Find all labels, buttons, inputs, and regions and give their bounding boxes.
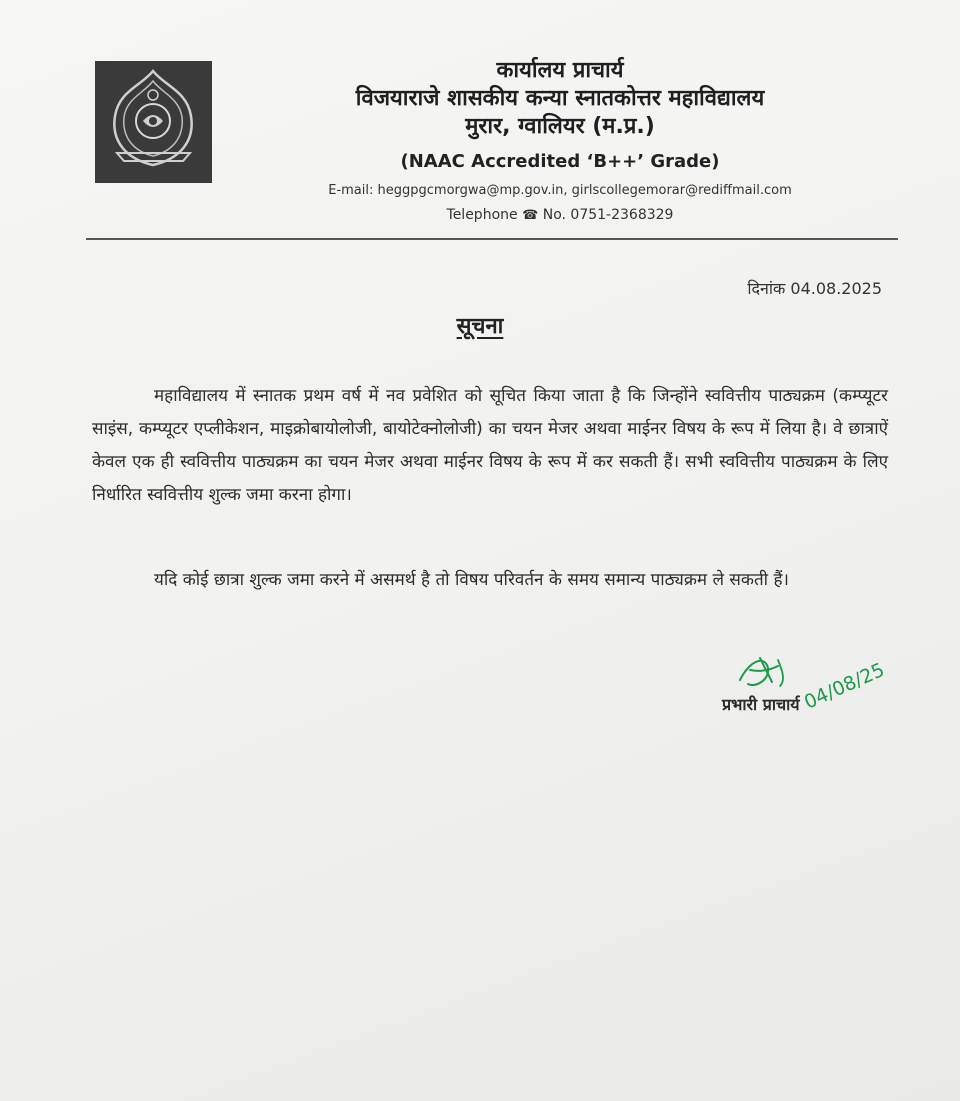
telephone-label: Telephone <box>446 207 518 223</box>
college-logo <box>95 61 212 183</box>
notice-title <box>380 310 580 340</box>
email-label: E-mail: <box>328 183 374 198</box>
telephone-line <box>240 207 880 223</box>
telephone-icon: ☎ <box>522 208 539 223</box>
notice-date <box>600 277 882 299</box>
date-value: 04.08.2025 <box>790 279 882 298</box>
college-address: मुरार, ग्वालियर (म.प्र.) <box>465 114 655 139</box>
accreditation-line: (NAAC Accredited ‘B++’ Grade) <box>400 151 720 172</box>
signatory-designation: प्रभारी प्राचार्य <box>722 695 800 714</box>
office-heading: कार्यालय प्राचार्य <box>496 58 624 83</box>
signature-date: 04/08/25 <box>800 658 888 714</box>
notice-paragraph-1: महाविद्यालय में स्नातक प्रथम वर्ष में नव प्रवेशित को सूचित किया जाता है कि जिन्होंने स्ववित्तीय पाठ्यक्रम (कम्प्यूटर साइंस, कम्प्यूटर एप्लीकेशन, माइक्रोबायोलोजी, बायोटेक्नोलोजी) का चयन मेजर अथवा माईनर विषय के रूप में लिया है। वे छात्राऐं केवल एक ही स्ववित्तीय पाठ्यक्रम का चयन मेजर अथवा माईनर विषय के रूप में कर सकती हैं। सभी स्ववित्तीय पाठ्यक्रम के लिए निर्धारित स्ववित्तीय शुल्क जमा करना होगा। <box>92 386 888 505</box>
date-label: दिनांक <box>747 279 786 298</box>
emblem-icon <box>95 61 212 183</box>
college-name: विजयाराजे शासकीय कन्या स्नातकोत्तर महाविद्यालय <box>355 86 765 111</box>
email-addresses: heggpgcmorgwa@mp.gov.in, girlscollegemorar@rediffmail.com <box>377 183 792 198</box>
email-line <box>240 183 880 198</box>
notice-title-text: सूचना <box>456 314 504 339</box>
header-divider <box>86 238 898 240</box>
notice-paragraph-2: यदि कोई छात्रा शुल्क जमा करने में असमर्थ है तो विषय परिवर्तन के समय समान्य पाठ्यक्रम ले सकती हैं। <box>154 570 789 590</box>
telephone-number: No. 0751-2368329 <box>542 207 674 223</box>
handwritten-signature <box>720 640 900 730</box>
